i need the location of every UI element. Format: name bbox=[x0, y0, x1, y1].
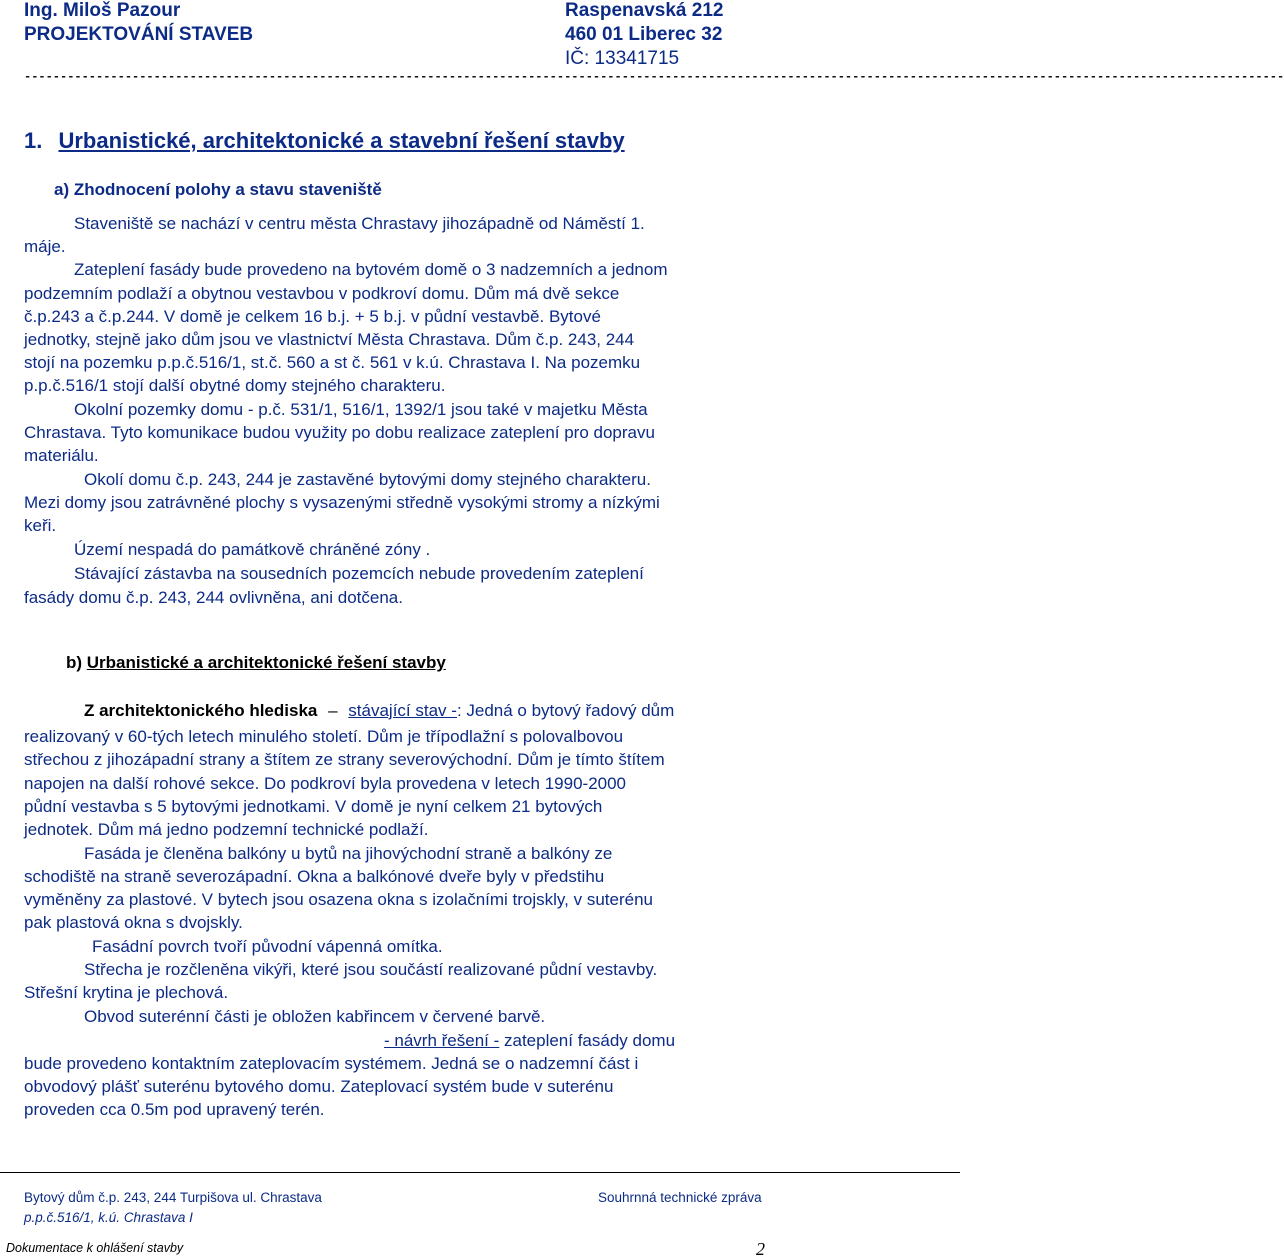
paragraph-line: Staveniště se nachází v centru města Chrastavy jihozápadně od Náměstí 1. bbox=[74, 214, 645, 233]
proposal-line bbox=[384, 1029, 675, 1052]
paragraph-line: obvodový plášť suterénu bytového domu. Zateplovací systém bude v suterénu bbox=[24, 1077, 614, 1096]
paragraph-line: schodiště na straně severozápadní. Okna a balkónové dveře byly v předstihu bbox=[24, 867, 605, 886]
address-street: Raspenavská 212 bbox=[565, 0, 724, 21]
paragraph-line: Stávající zástavba na sousedních pozemcích nebude provedením zateplení bbox=[74, 564, 644, 583]
paragraph-line: Střecha je rozčleněna vikýři, které jsou součástí realizované půdní vestavby. bbox=[84, 960, 658, 979]
company-id: IČ: 13341715 bbox=[565, 48, 680, 69]
proposal-label: - návrh řešení - bbox=[384, 1031, 500, 1050]
paragraph-line: Střešní krytina je plechová. bbox=[24, 983, 229, 1002]
heading-dash: – bbox=[328, 701, 338, 720]
current-state-rest: : Jedná o bytový řadový dům bbox=[456, 701, 675, 720]
subsection-b-heading: Urbanistické a architektonické řešení stavby bbox=[86, 653, 446, 672]
paragraph-line: fasády domu č.p. 243, 244 ovlivněna, ani dotčena. bbox=[24, 588, 403, 607]
current-state-label: stávající stav - bbox=[348, 701, 457, 720]
paragraph-line: máje. bbox=[24, 237, 66, 256]
paragraph-line: pak plastová okna s dvojskly. bbox=[24, 913, 243, 932]
section-title: Urbanistické, architektonické a stavební řešení stavby bbox=[58, 128, 625, 153]
paragraph-line: napojen na další rohové sekce. Do podkroví byla provedena v letech 1990-2000 bbox=[24, 774, 627, 793]
paragraph-line: Fasádní povrch tvoří původní vápenná omítka. bbox=[92, 937, 443, 956]
architecture-intro-line bbox=[84, 701, 674, 721]
paragraph-line: keři. bbox=[24, 516, 57, 535]
paragraph-line: Mezi domy jsou zatrávněné plochy s vysazenými středně vysokými stromy a nízkými bbox=[24, 493, 660, 512]
paragraph-line: střechou z jihozápadní strany a štítem ze strany severovýchodní. Dům je tímto štítem bbox=[24, 750, 665, 769]
footer-report: Souhrnná technické zpráva bbox=[598, 1190, 762, 1205]
footer-parcel: p.p.č.516/1, k.ú. Chrastava I bbox=[24, 1210, 193, 1225]
paragraph-line: jednotek. Dům má jedno podzemní technické podlaží. bbox=[24, 820, 429, 839]
paragraph-line: Chrastava. Tyto komunikace budou využity po dobu realizace zateplení pro dopravu bbox=[24, 423, 655, 442]
subsection-b-prefix: b) bbox=[66, 653, 83, 672]
address-city: 460 01 Liberec 32 bbox=[565, 24, 723, 45]
subsection-a-title: a) Zhodnocení polohy a stavu staveniště bbox=[54, 180, 382, 199]
paragraph-line: materiálu. bbox=[24, 446, 99, 465]
proposal-rest: zateplení fasády domu bbox=[499, 1031, 676, 1050]
footer-doc-type: Dokumentace k ohlášení stavby bbox=[6, 1241, 184, 1255]
footer-building: Bytový dům č.p. 243, 244 Turpišova ul. Chrastava bbox=[24, 1190, 322, 1205]
paragraph-line: bude provedeno kontaktním zateplovacím systémem. Jedná se o nadzemní část i bbox=[24, 1054, 639, 1073]
paragraph-line: stojí na pozemku p.p.č.516/1, st.č. 560 a st č. 561 v k.ú. Chrastava I. Na pozemku bbox=[24, 353, 641, 372]
section-number: 1. bbox=[24, 128, 43, 153]
section-heading bbox=[24, 128, 625, 154]
paragraph-line: Fasáda je členěna balkóny u bytů na jihovýchodní straně a balkóny ze bbox=[84, 844, 613, 863]
paragraph-line: Obvod suterénní části je obložen kabřincem v červené barvě. bbox=[84, 1007, 546, 1026]
footer-rule bbox=[0, 1172, 960, 1173]
paragraph-line: Území nespadá do památkově chráněné zóny . bbox=[74, 540, 431, 559]
author-name: Ing. Miloš Pazour bbox=[24, 0, 181, 21]
header-separator: ------------------------------------------------------------------------------------------------------------------------------------------------------------------------------- bbox=[24, 70, 1284, 84]
paragraph-line: Okolí domu č.p. 243, 244 je zastavěné bytovými domy stejného charakteru. bbox=[84, 470, 651, 489]
author-profession: PROJEKTOVÁNÍ STAVEB bbox=[24, 24, 254, 45]
paragraph-line: proveden cca 0.5m pod upravený terén. bbox=[24, 1100, 325, 1119]
paragraph-line: vyměněny za plastové. V bytech jsou osazena okna s izolačními trojskly, v suterénu bbox=[24, 890, 653, 909]
paragraph-line: podzemním podlaží a obytnou vestavbou v podkroví domu. Dům má dvě sekce bbox=[24, 284, 620, 303]
paragraph-line: č.p.243 a č.p.244. V domě je celkem 16 b.j. + 5 b.j. v půdní vestavbě. Bytové bbox=[24, 307, 601, 326]
paragraph-line: půdní vestavba s 5 bytovými jednotkami. V domě je nyní celkem 21 bytových bbox=[24, 797, 603, 816]
page-number: 2 bbox=[756, 1239, 765, 1259]
paragraph-line: p.p.č.516/1 stojí další obytné domy stejného charakteru. bbox=[24, 376, 446, 395]
subsection-b-title bbox=[66, 653, 446, 673]
paragraph-line: realizovaný v 60-tých letech minulého století. Dům je třípodlažní s polovalbovou bbox=[24, 727, 624, 746]
paragraph-line: Okolní pozemky domu - p.č. 531/1, 516/1, 1392/1 jsou také v majetku Města bbox=[74, 400, 648, 419]
paragraph-line: jednotky, stejně jako dům jsou ve vlastnictví Města Chrastava. Dům č.p. 243, 244 bbox=[24, 330, 635, 349]
paragraph-line: Zateplení fasády bude provedeno na bytovém domě o 3 nadzemních a jednom bbox=[74, 260, 668, 279]
architecture-heading: Z architektonického hlediska bbox=[84, 701, 318, 720]
